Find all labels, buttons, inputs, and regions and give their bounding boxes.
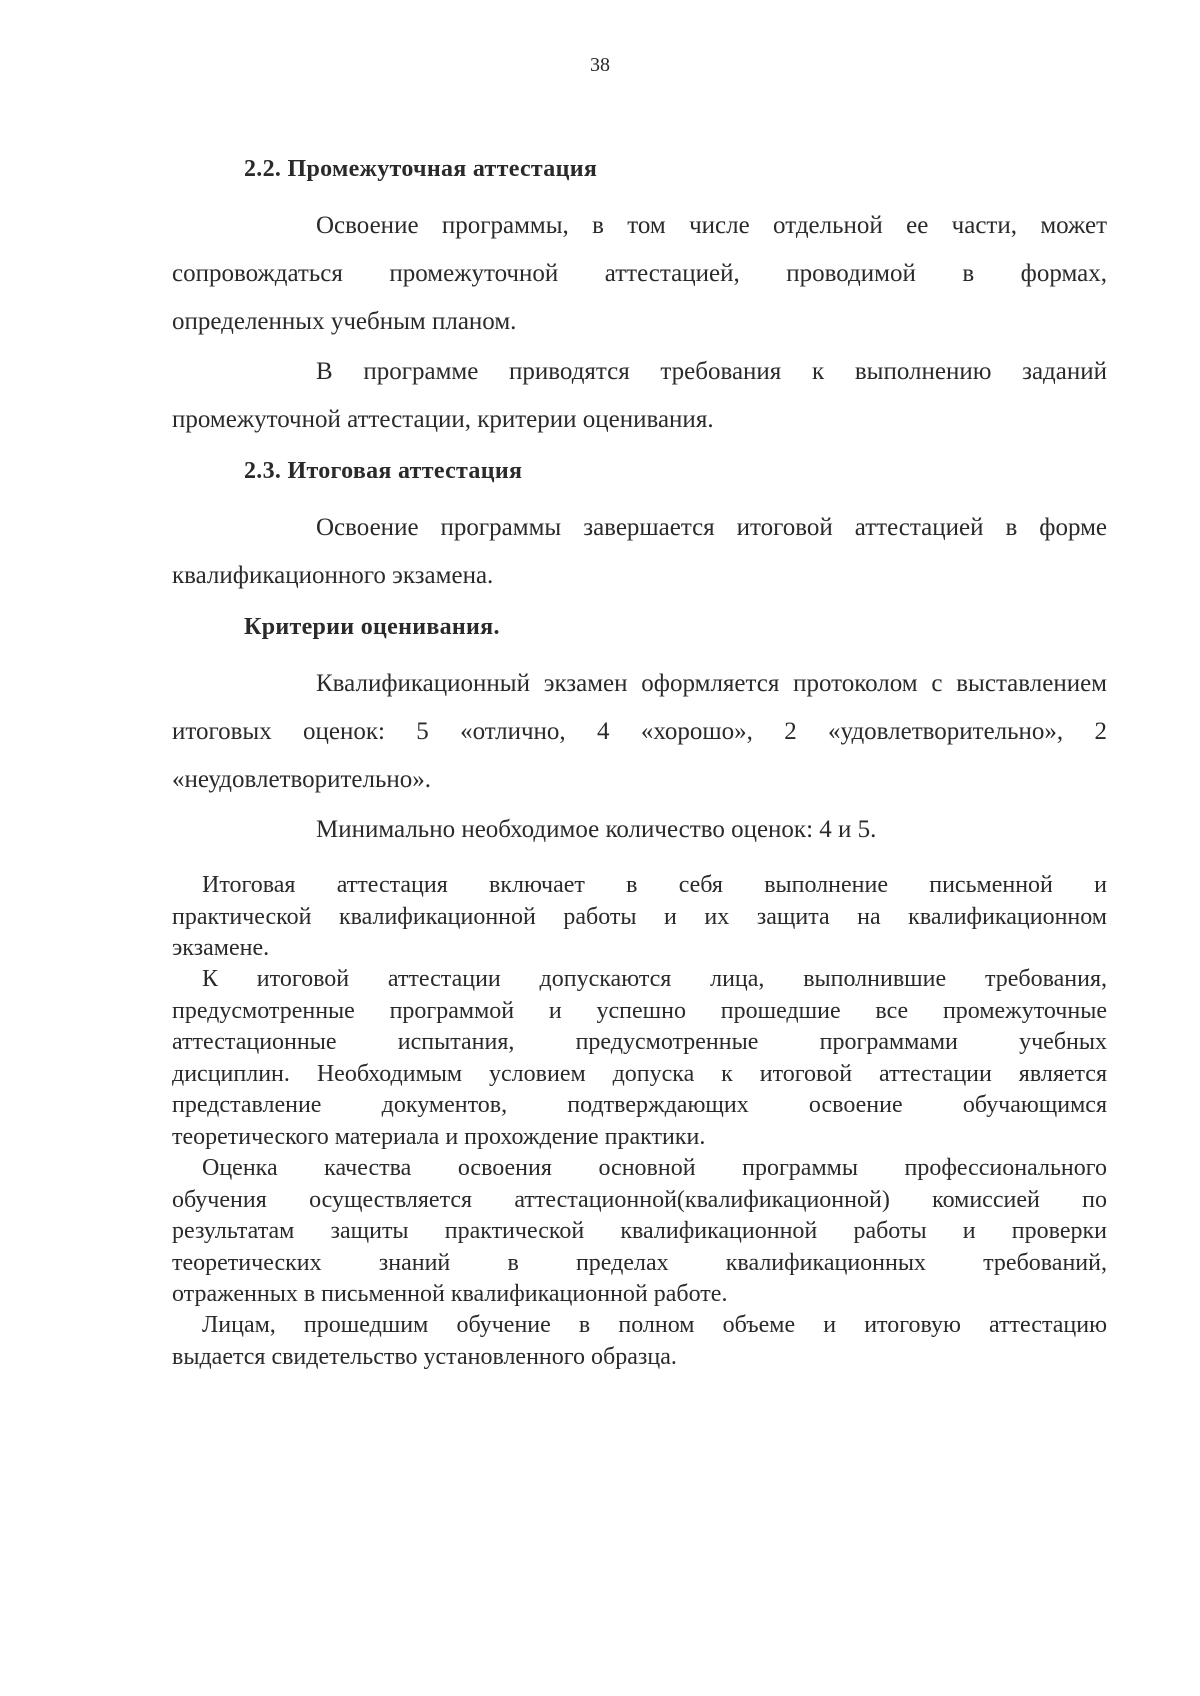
text-line: практической квалификационной работы и их защита на квалификационном: [172, 903, 1107, 930]
paragraph-final-includes: [172, 870, 1107, 965]
text-line: представление документов, подтверждающих освоение обучающимся: [172, 1092, 1107, 1118]
text-line: Лицам, прошедшим обучение в полном объеме и итоговую аттестацию: [202, 1312, 1107, 1338]
text-line: экзамене.: [172, 935, 270, 961]
text-line: предусмотренные программой и успешно прошедшие все промежуточные: [172, 997, 1107, 1024]
text-line: теоретического материала и прохождение практики.: [172, 1123, 706, 1150]
text-line: Квалификационный экзамен оформляется протоколом с выставлением: [316, 670, 1107, 697]
text-line: дисциплин. Необходимым условием допуска к итоговой аттестации является: [172, 1060, 1107, 1087]
text-line: квалификационного экзамена.: [172, 562, 494, 589]
text-line: Минимально необходимое количество оценок: 4 и 5.: [316, 816, 877, 843]
section-heading-2-2: 2.2. Промежуточная аттестация: [244, 156, 598, 182]
paragraph-intermediate-1: [172, 202, 1107, 346]
text-line: отраженных в письменной квалификационной работе.: [172, 1281, 728, 1307]
text-line: результатам защиты практической квалификационной работы и проверки: [172, 1218, 1107, 1244]
text-line: определенных учебным планом.: [172, 308, 517, 335]
paragraph-minimum-grades: [172, 806, 1107, 854]
text-line: «неудовлетворительно».: [172, 766, 432, 793]
text-line: выдается свидетельство установленного образца.: [172, 1343, 677, 1370]
criteria-heading: Критерии оценивания.: [244, 614, 500, 640]
text-line: обучения осуществляется аттестационной(квалификационной) комиссией по: [172, 1186, 1107, 1213]
text-line: аттестационные испытания, предусмотренные программами учебных: [172, 1029, 1107, 1055]
text-line: Итоговая аттестация включает в себя выполнение письменной и: [202, 872, 1107, 898]
text-line: Оценка качества освоения основной программы профессионального: [202, 1155, 1107, 1181]
text-line: сопровождаться промежуточной аттестацией, проводимой в формах,: [172, 260, 1107, 287]
section-heading-2-3: 2.3. Итоговая аттестация: [244, 458, 523, 484]
paragraph-quality-assessment: [172, 1153, 1107, 1311]
text-line: теоретических знаний в пределах квалификационных требований,: [172, 1249, 1107, 1276]
text-line: Освоение программы завершается итоговой аттестацией в форме: [316, 514, 1107, 541]
text-line: В программе приводятся требования к выполнению заданий: [316, 358, 1107, 385]
text-line: итоговых оценок: 5 «отлично, 4 «хорошо», 2 «удовлетворительно», 2: [172, 718, 1107, 745]
paragraph-admission: [172, 964, 1107, 1153]
page-number: 38: [590, 54, 610, 76]
paragraph-criteria: [172, 660, 1107, 804]
paragraph-intermediate-2: [172, 348, 1107, 444]
text-line: Освоение программы, в том числе отдельной ее части, может: [316, 212, 1107, 239]
text-line: К итоговой аттестации допускаются лица, выполнившие требования,: [202, 966, 1107, 992]
text-line: промежуточной аттестации, критерии оценивания.: [172, 406, 714, 433]
paragraph-final-attestation: [172, 504, 1107, 600]
paragraph-certificate: [172, 1310, 1107, 1373]
